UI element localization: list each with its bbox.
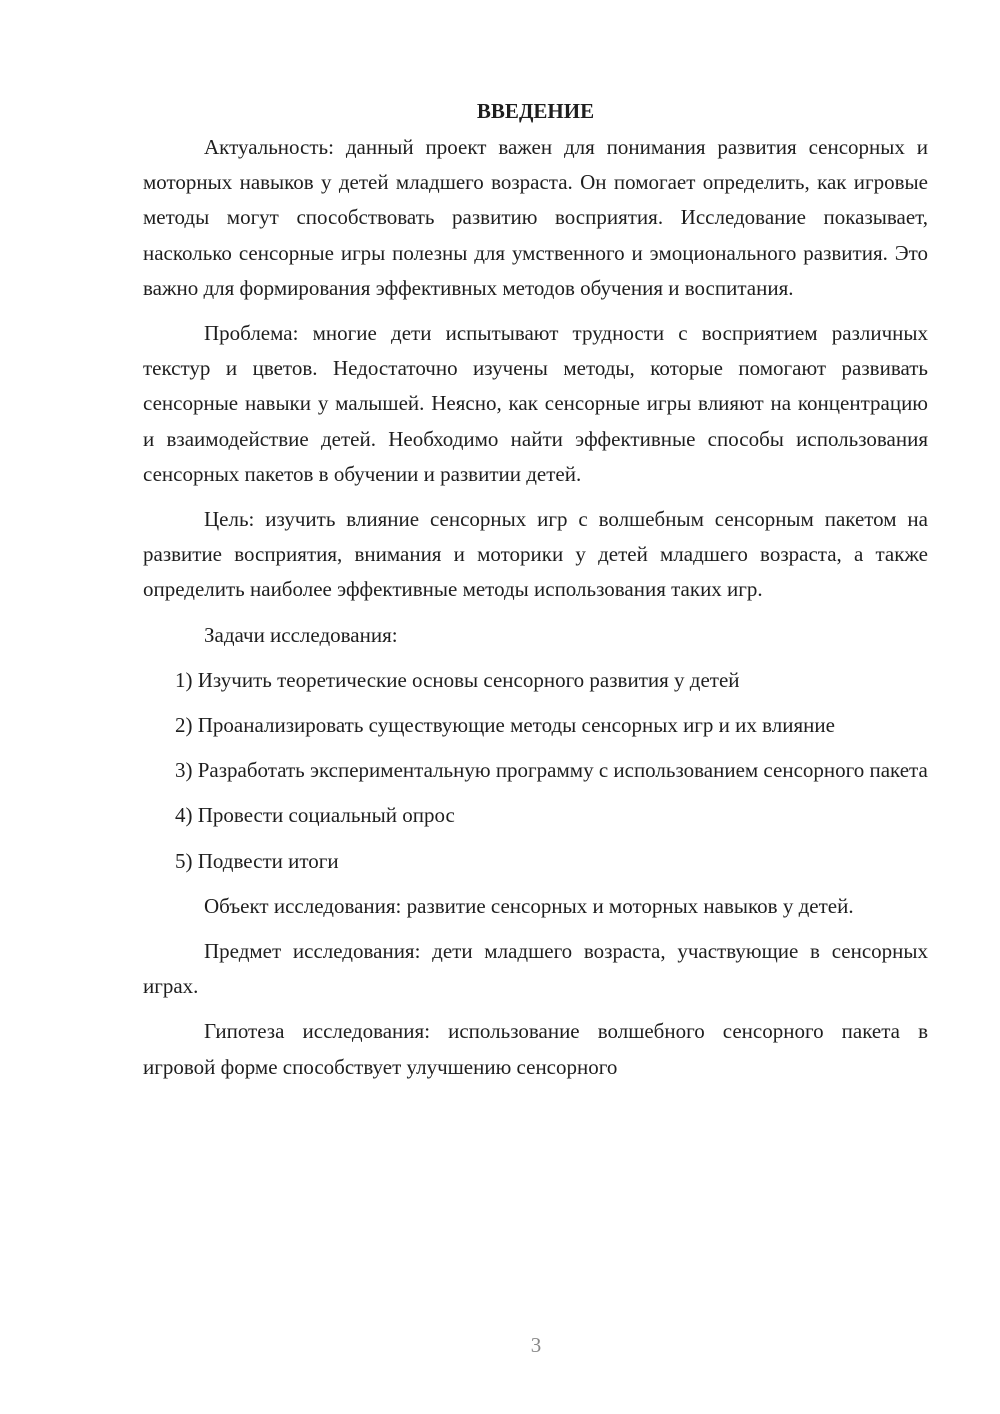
paragraph-hypothesis: Гипотеза исследования: использование волшебного сенсорного пакета в игровой форме способствует улучшению сенсорного	[143, 1019, 928, 1079]
paragraph-problem: Проблема: многие дети испытывают трудности с восприятием различных текстур и цветов. Недостаточно изучены методы, которые помогают развивать сенсорные навыки у малышей. Неясно, как сенсорные игры влияют на концентрацию и взаимодействие детей. Необходимо найти эффективные способы использования сенсорных пакетов в обучении и развитии детей.	[143, 321, 928, 486]
paragraph-subject: Предмет исследования: дети младшего возраста, участвующие в сенсорных играх.	[143, 939, 928, 999]
paragraph-object: Объект исследования: развитие сенсорных и моторных навыков у детей.	[204, 893, 854, 918]
section-title: ВВЕДЕНИЕ	[476, 99, 595, 123]
paragraph-relevance: Актуальность: данный проект важен для понимания развития сенсорных и моторных навыков у детей младшего возраста. Он помогает определить, как игровые методы могут способствовать развитию восприятия. Исследование показывает, насколько сенсорные игры полезны для умственного и эмоционального развития. Это важно для формирования эффективных методов обучения и воспитания.	[143, 135, 928, 300]
task-item-3: 3) Разработать экспериментальную программу с использованием сенсорного пакета	[175, 758, 928, 783]
page-number: 3	[530, 1333, 542, 1357]
document-body	[143, 92, 928, 1095]
task-item-2: 2) Проанализировать существующие методы сенсорных игр и их влияние	[175, 713, 835, 738]
task-item-1: 1) Изучить теоретические основы сенсорного развития у детей	[175, 667, 740, 692]
task-item-4: 4) Провести социальный опрос	[175, 803, 455, 828]
tasks-heading: Задачи исследования:	[204, 622, 398, 647]
task-item-5: 5) Подвести итоги	[175, 848, 339, 873]
paragraph-goal: Цель: изучить влияние сенсорных игр с волшебным сенсорным пакетом на развитие восприятия, внимания и моторики у детей младшего возраста, а также определить наиболее эффективные методы использования таких игр.	[143, 507, 928, 602]
